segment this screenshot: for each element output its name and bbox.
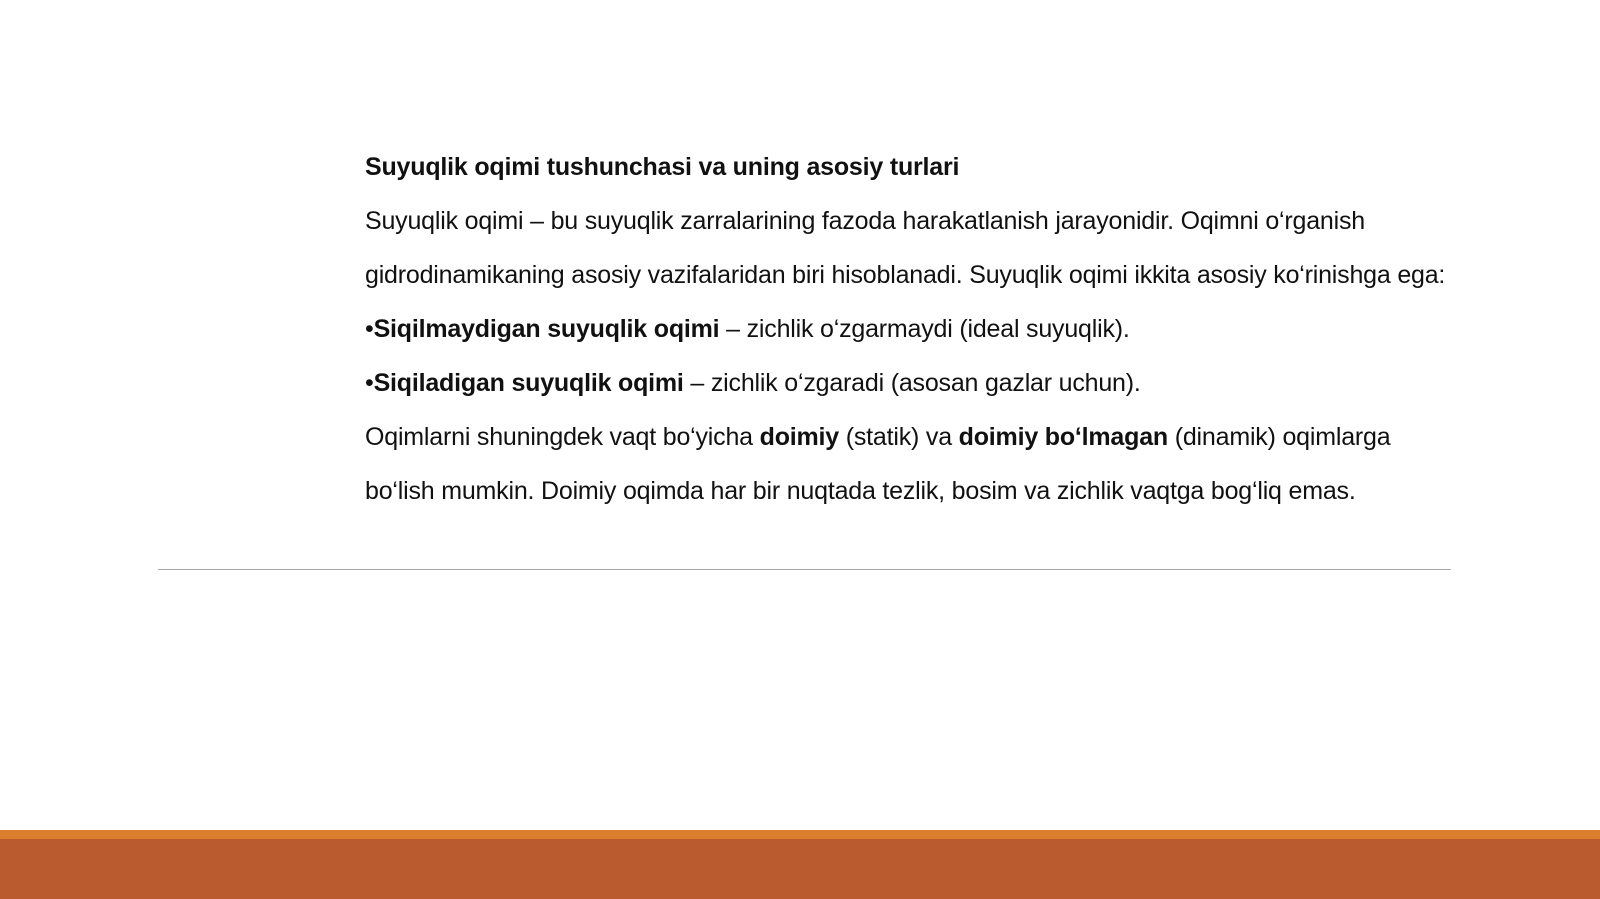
closing-bold-term: doimiy [759,423,839,451]
bullet-item [365,302,1450,356]
bullet-description: – zichlik o‘zgaradi (asosan gazlar uchun). [683,369,1141,397]
bullet-term: Siqiladigan suyuqlik oqimi [373,369,684,397]
slide-content [365,140,1450,518]
bottom-bar [0,830,1600,899]
closing-text-part: Oqimlarni shuningdek vaqt bo‘yicha [365,423,760,451]
closing-text-part: (statik) va [839,423,959,451]
bullet-description: – zichlik o‘zgarmaydi (ideal suyuqlik). [719,315,1130,343]
bullet-marker: • [365,315,374,343]
closing-paragraph [365,410,1450,518]
divider-line [158,569,1451,570]
intro-paragraph: Suyuqlik oqimi – bu suyuqlik zarralarining fazoda harakatlanish jarayonidir. Oqimni o‘rganish gidrodinamikaning asosiy vazifalaridan biri hisoblanadi. Suyuqlik oqimi ikkita asosiy ko‘rinishga ega: [365,207,1446,289]
slide-heading: Suyuqlik oqimi tushunchasi va uning asosiy turlari [365,153,960,181]
closing-bold-term: doimiy bo‘lmagan [958,423,1168,451]
bullet-item [365,356,1450,410]
closing-text-part: (dinamik) oqimlarga bo‘lish mumkin. Doimiy oqimda har bir nuqtada tezlik, bosim va zichlik vaqtga bog‘liq emas. [365,423,1391,505]
bottom-bar-accent [0,830,1600,839]
bullet-term: Siqilmaydigan suyuqlik oqimi [373,315,720,343]
bullet-marker: • [365,369,374,397]
